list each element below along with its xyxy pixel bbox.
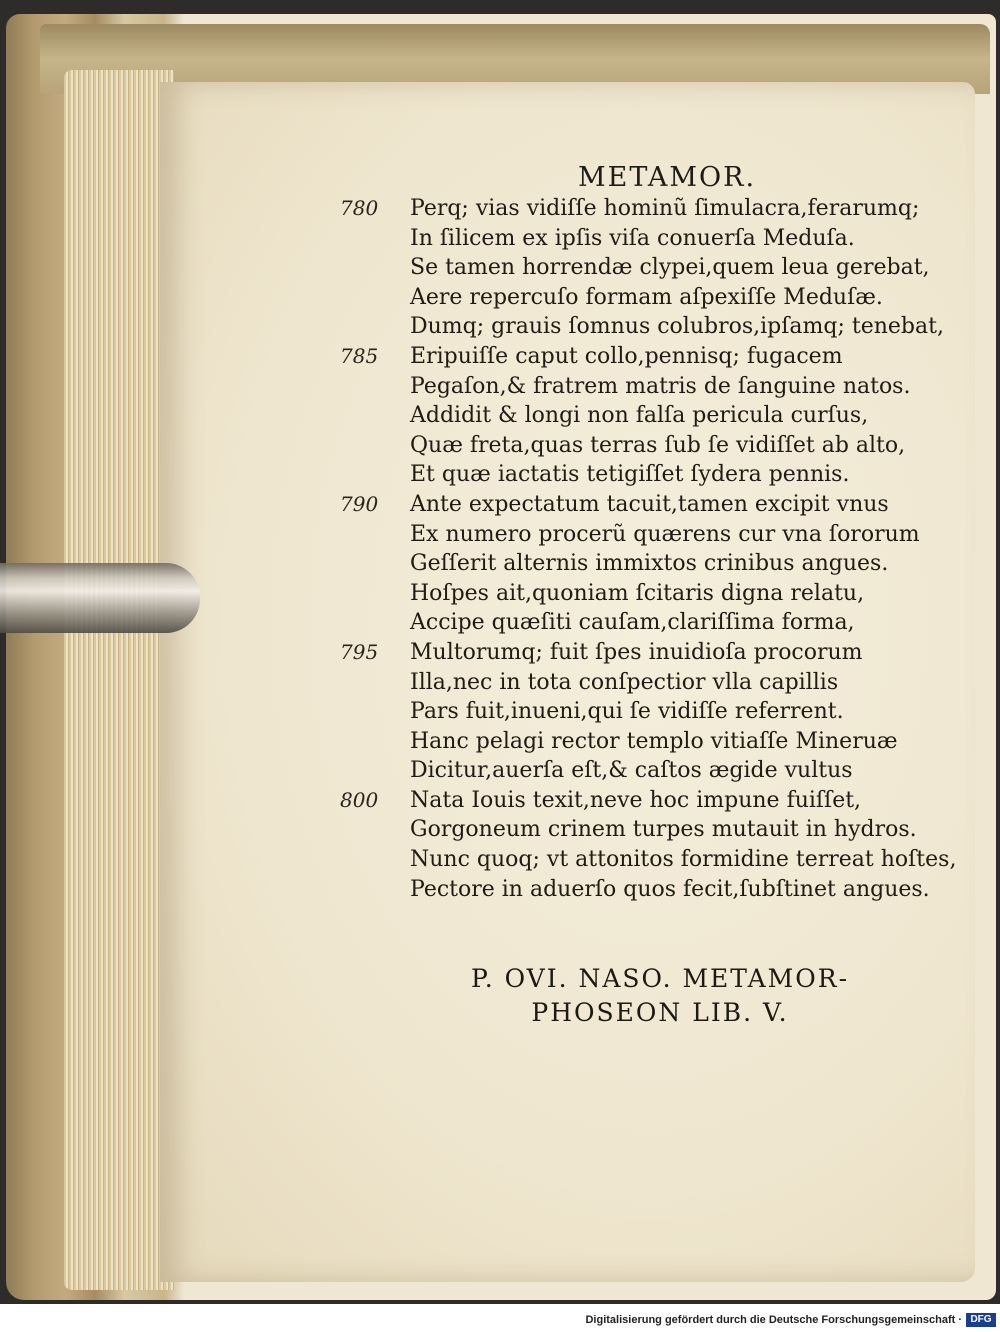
verse-line [340, 312, 944, 342]
verse-line [340, 342, 940, 372]
verse-text: Nunc quoq; vt attonitos formidine terreat hoſtes, [410, 847, 957, 873]
verse-line [340, 697, 940, 727]
verse-text: Gorgoneum crinem turpes mutauit in hydros. [410, 817, 917, 843]
verse-text: Ante expectatum tacuit,tamen excipit vnus [410, 491, 889, 517]
verse-line [340, 815, 940, 845]
verse-line [340, 194, 940, 224]
verse-text: Dicitur,auerſa eſt,& caſtos ægide vultus [410, 758, 853, 784]
colophon [440, 962, 880, 1030]
verse-line [340, 579, 940, 609]
verse-text: In ſilicem ex ipſis viſa conuerſa Meduſa. [410, 225, 855, 251]
verse-line [340, 786, 940, 816]
verse-line [340, 372, 940, 402]
line-number: 795 [340, 639, 379, 664]
colophon-line-1: P. OVI. NASO. METAMOR- [470, 964, 850, 993]
line-number: 790 [340, 491, 379, 516]
verse-text: Geſſerit alternis immixtos crinibus angues. [410, 551, 889, 577]
verse-line [340, 490, 940, 520]
verse-text: Multorumq; fuit ſpes inuidioſa procorum [410, 639, 863, 665]
verse-text: Dumq; grauis ſomnus colubros,ipſamq; tenebat, [410, 314, 944, 340]
line-number: 780 [340, 196, 379, 220]
footer-bar [0, 1304, 1000, 1332]
verse-line [340, 756, 940, 786]
running-head: METAMOR. [578, 162, 757, 193]
verse-text: Perq; vias vidiſſe hominũ ſimulacra,ferarumq; [410, 196, 920, 221]
verse-text: Quæ freta,quas terras ſub ſe vidiſſet ab alto, [410, 432, 906, 458]
verse-text: Nata Iouis texit,neve hoc impune fuiſſet, [410, 787, 862, 813]
verse-text: Addidit & longi non falſa pericula curſus, [410, 403, 869, 429]
dfg-logo-icon: DFG [966, 1313, 996, 1327]
verse-line [340, 460, 940, 490]
verse-line [340, 224, 940, 254]
glass-page-weight [0, 563, 200, 633]
verse-line [340, 608, 940, 638]
verse-line [340, 875, 940, 905]
verse-text: Eripuiſſe caput collo,pennisq; fugacem [410, 343, 843, 369]
verse-line [340, 638, 940, 668]
verse-line [340, 845, 957, 875]
verse-text: Accipe quæſiti cauſam,clariſſima forma, [410, 610, 855, 636]
colophon-line-2: PHOSEON LIB. V. [531, 998, 789, 1027]
verse-text: Aere repercuſo formam aſpexiſſe Meduſæ. [410, 284, 883, 310]
verse-text: Hanc pelagi rector templo vitiaſſe Mineruæ [410, 728, 898, 754]
line-number: 785 [340, 343, 379, 368]
verse-line [340, 253, 940, 283]
verse-text: Se tamen horrendæ clypei,quem leua gerebat, [410, 255, 930, 281]
verse-text: Pegaſon,& fratrem matris de ſanguine natos. [410, 373, 911, 399]
verse-line [340, 727, 940, 757]
verse-line [340, 549, 940, 579]
verse-text: Ex numero procerũ quærens cur vna ſororum [410, 521, 920, 547]
verse-line [340, 283, 940, 313]
verse-line [340, 668, 940, 698]
verse-line [340, 401, 940, 431]
poem-text [340, 194, 957, 904]
verse-text: Pars fuit,inueni,qui ſe vidiſſe referrent. [410, 699, 844, 725]
page-stack-edge [64, 70, 174, 1290]
verse-text: Pectore in aduerſo quos fecit,ſubſtinet angues. [410, 876, 930, 902]
verse-text: Hoſpes ait,quoniam ſcitaris digna relatu, [410, 580, 865, 606]
line-number: 800 [340, 787, 379, 812]
footer-credit: Digitalisierung gefördert durch die Deutsche Forschungsgemeinschaft · [585, 1314, 962, 1326]
verse-text: Et quæ iactatis tetigiſſet ſydera pennis. [410, 462, 850, 488]
verse-text: Illa,nec in tota conſpectior vlla capillis [410, 669, 839, 695]
verse-line [340, 520, 940, 550]
verse-line [340, 431, 940, 461]
